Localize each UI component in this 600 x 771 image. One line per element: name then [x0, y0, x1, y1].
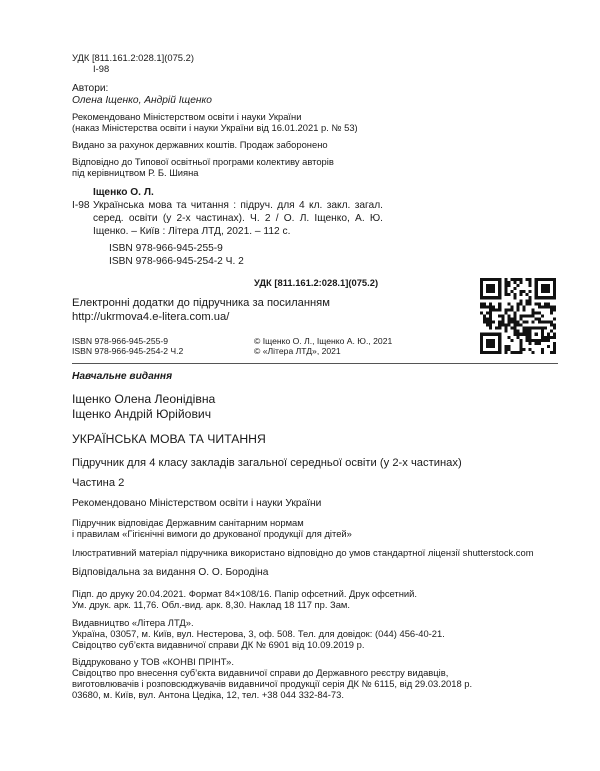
index-header: І-98	[93, 63, 110, 74]
sanitary-line1: Підручник відповідає Державним санітарним нормам	[72, 517, 304, 528]
edition-type: Навчальне видання	[72, 371, 173, 382]
copyright-authors: © Іщенко О. Л., Іщенко А. Ю., 2021	[254, 336, 393, 346]
book-title: УКРАЇНСЬКА МОВА ТА ЧИТАННЯ	[72, 432, 266, 446]
printer-line2: Свідоцтво про внесення суб’єкта видавничої справи до Державного реєстру видавців,	[72, 667, 449, 678]
electronic-label: Електронні додатки до підручника за посиланням	[72, 297, 330, 309]
book-part: Частина 2	[72, 477, 125, 489]
program-line2: під керівництвом Р. Б. Шияна	[72, 167, 199, 178]
printer-line4: 03680, м. Київ, вул. Антона Цедіка, 12, тел. +38 044 332-84-73.	[72, 689, 344, 700]
illustrations-note: Ілюстративний матеріал підручника використано відповідно до умов стандартної ліцензії shutterstock.com	[72, 547, 534, 558]
printer-line1: Віддруковано у ТОВ «КОНВІ ПРІНТ».	[72, 656, 234, 667]
isbn-block-isbn1: ISBN 978-966-945-255-9	[72, 336, 169, 346]
catalog-author: Іщенко О. Л.	[93, 187, 154, 198]
author-full-1: Іщенко Олена Леонідівна	[72, 392, 216, 406]
printer-line3: виготовлювачів і розповсюджувачів видавничої продукції серія ДК № 6115, від 29.03.2018 р.	[72, 678, 473, 689]
recommendation-line2: (наказ Міністерства освіти і науки України від 16.01.2021 р. № 53)	[72, 122, 358, 133]
catalog-isbn1: ISBN 978-966-945-255-9	[109, 243, 223, 254]
publisher-line2: Україна, 03057, м. Київ, вул. Нестерова, 3, оф. 508. Тел. для довідок: (044) 456-40-21.	[72, 628, 445, 639]
catalog-udk: УДК [811.161.2:028.1](075.2)	[254, 277, 379, 288]
copyright-publisher: © «Літера ЛТД», 2021	[254, 346, 341, 356]
book-subtitle: Підручник для 4 класу закладів загальної середньої освіти (у 2-х частинах)	[72, 457, 462, 469]
program-line1: Відповідно до Типової освітньої програми колективу авторів	[72, 156, 334, 167]
udk-header: УДК [811.161.2:028.1](075.2)	[72, 52, 194, 63]
recommendation-line1: Рекомендовано Міністерством освіти і науки України	[72, 111, 302, 122]
funding-note: Видано за рахунок державних коштів. Продаж заборонено	[72, 139, 328, 150]
authors-names: Олена Іщенко, Андрій Іщенко	[72, 95, 212, 106]
divider	[72, 363, 558, 364]
author-full-2: Іщенко Андрій Юрійович	[72, 407, 212, 421]
sanitary-line2: і правилам «Гігієнічні вимоги до друкованої продукції для дітей»	[72, 528, 352, 539]
catalog-description: Українська мова та читання : підруч. для 4 кл. закл. загал. серед. освіти (у 2-х частинах). Ч. 2 / О. Л. Іщенко, А. Ю. Іщенко. – Київ : Літера ЛТД, 2021. – 112 с.	[93, 200, 383, 237]
print-line1: Підп. до друку 20.04.2021. Формат 84×108/16. Папір офсетний. Друк офсетний.	[72, 588, 417, 599]
catalog-isbn2: ISBN 978-966-945-254-2 Ч. 2	[109, 256, 244, 267]
print-line2: Ум. друк. арк. 11,76. Обл.-вид. арк. 8,30. Наклад 18 117 пр. Зам.	[72, 599, 350, 610]
publisher-line3: Свідоцтво суб’єкта видавничої справи ДК № 6901 від 10.09.2019 р.	[72, 639, 365, 650]
publisher-line1: Видавництво «Літера ЛТД».	[72, 617, 194, 628]
recommended-note: Рекомендовано Міністерством освіти і науки України	[72, 498, 322, 509]
electronic-url[interactable]: http://ukrmova4.e-litera.com.ua/	[72, 311, 230, 323]
authors-label: Автори:	[72, 83, 109, 94]
qr-code-icon	[480, 278, 556, 354]
responsible-editor: Відповідальна за видання О. О. Бородіна	[72, 567, 269, 578]
isbn-block-isbn2: ISBN 978-966-945-254-2 Ч.2	[72, 346, 184, 356]
catalog-index: І-98	[72, 200, 90, 211]
